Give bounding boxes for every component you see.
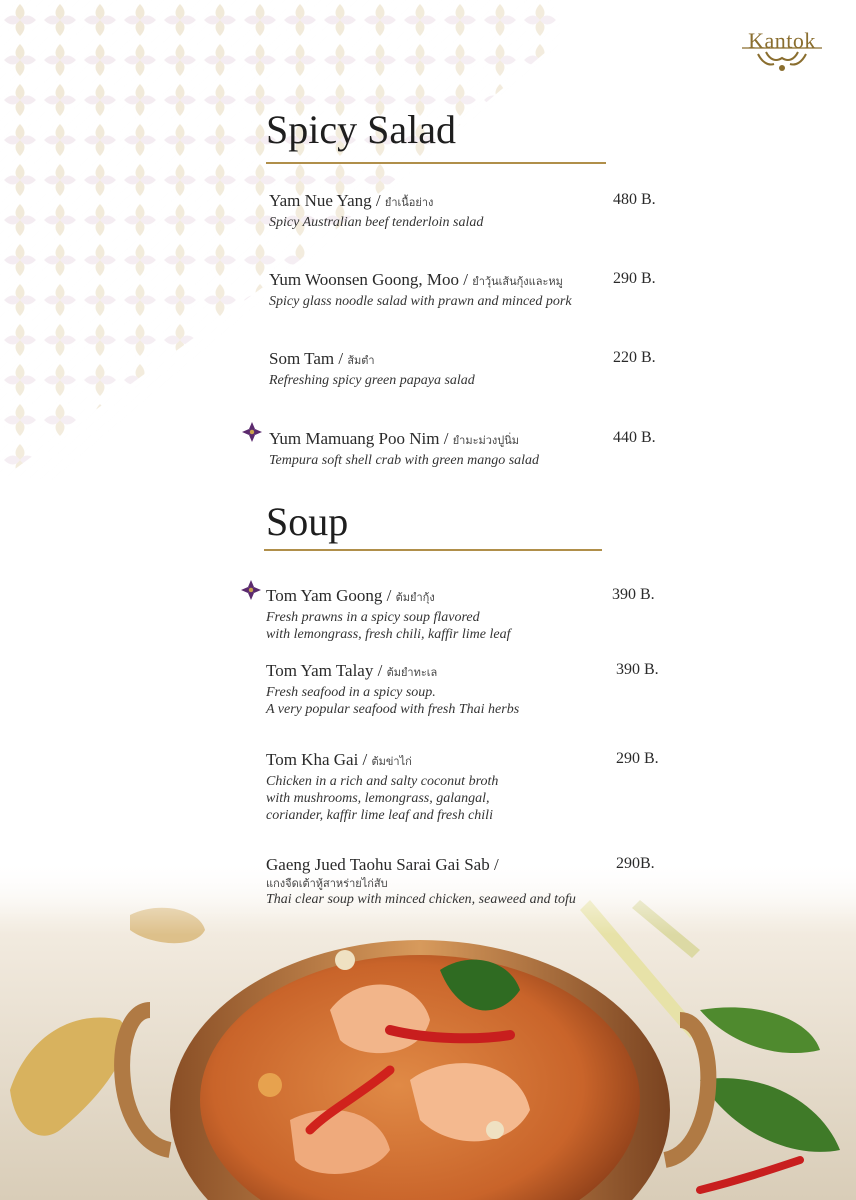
item-price: 390 B. xyxy=(616,661,659,678)
decorative-pattern xyxy=(0,0,560,480)
item-name: Tom Kha Gai / xyxy=(266,750,368,769)
item-price: 220 B. xyxy=(613,349,656,366)
menu-item xyxy=(266,854,606,908)
item-name: Yam Nue Yang / xyxy=(269,191,381,210)
tom-yam-soup-photo xyxy=(0,860,856,1200)
section-title-spicy-salad: Spicy Salad xyxy=(266,107,456,152)
item-thai-name: ส้มตำ xyxy=(347,354,375,367)
item-thai-name: ยำวุ้นเส้นกุ้งและหมู xyxy=(472,275,563,288)
item-description: A very popular seafood with fresh Thai herbs xyxy=(266,702,520,717)
item-description: Spicy Australian beef tenderloin salad xyxy=(269,215,484,230)
item-name: Tom Yam Goong / xyxy=(266,586,392,605)
item-thai-name: ต้มยำกุ้ง xyxy=(395,591,435,604)
item-price: 290 B. xyxy=(616,750,659,767)
item-name: Tom Yam Talay / xyxy=(266,661,383,680)
item-name: Som Tam / xyxy=(269,349,344,368)
item-description: coriander, kaffir lime leaf and fresh chili xyxy=(266,808,493,823)
item-price: 290 B. xyxy=(613,270,656,287)
item-description: Fresh prawns in a spicy soup flavored xyxy=(266,610,480,625)
item-description: Refreshing spicy green papaya salad xyxy=(269,373,475,388)
item-name: Yum Mamuang Poo Nim / xyxy=(269,429,449,448)
item-thai-name: ต้มยำทะเล xyxy=(386,666,438,679)
brand-name: Kantok xyxy=(748,28,816,53)
item-description: Spicy glass noodle salad with prawn and minced pork xyxy=(269,294,572,309)
item-name: Gaeng Jued Taohu Sarai Gai Sab / xyxy=(266,855,499,874)
item-price: 480 B. xyxy=(613,191,656,208)
recommended-flower-icon xyxy=(241,421,263,443)
item-name: Yum Woonsen Goong, Moo / xyxy=(269,270,469,289)
section-divider xyxy=(266,162,606,164)
item-description: Fresh seafood in a spicy soup. xyxy=(266,685,436,700)
item-price: 290B. xyxy=(616,855,655,872)
item-description: with mushrooms, lemongrass, galangal, xyxy=(266,791,490,806)
item-description: with lemongrass, fresh chili, kaffir lime leaf xyxy=(266,627,511,642)
section-divider xyxy=(264,549,602,551)
item-description: Thai clear soup with minced chicken, seaweed and tofu xyxy=(266,892,576,907)
item-thai-name: ต้มข่าไก่ xyxy=(371,755,412,768)
item-price: 440 B. xyxy=(613,429,656,446)
item-description: Tempura soft shell crab with green mango salad xyxy=(269,453,540,468)
item-thai-name: ยำมะม่วงปูนิ่ม xyxy=(452,434,520,447)
section-title-soup: Soup xyxy=(266,499,349,544)
item-thai-name: แกงจืดเต้าหู้สาหร่ายไก่สับ xyxy=(266,877,388,890)
item-thai-name: ยำเนื้อย่าง xyxy=(384,196,434,209)
kantok-logo xyxy=(736,26,828,74)
item-description: Chicken in a rich and salty coconut broth xyxy=(266,774,499,789)
item-price: 390 B. xyxy=(612,586,655,603)
recommended-flower-icon xyxy=(240,579,262,601)
